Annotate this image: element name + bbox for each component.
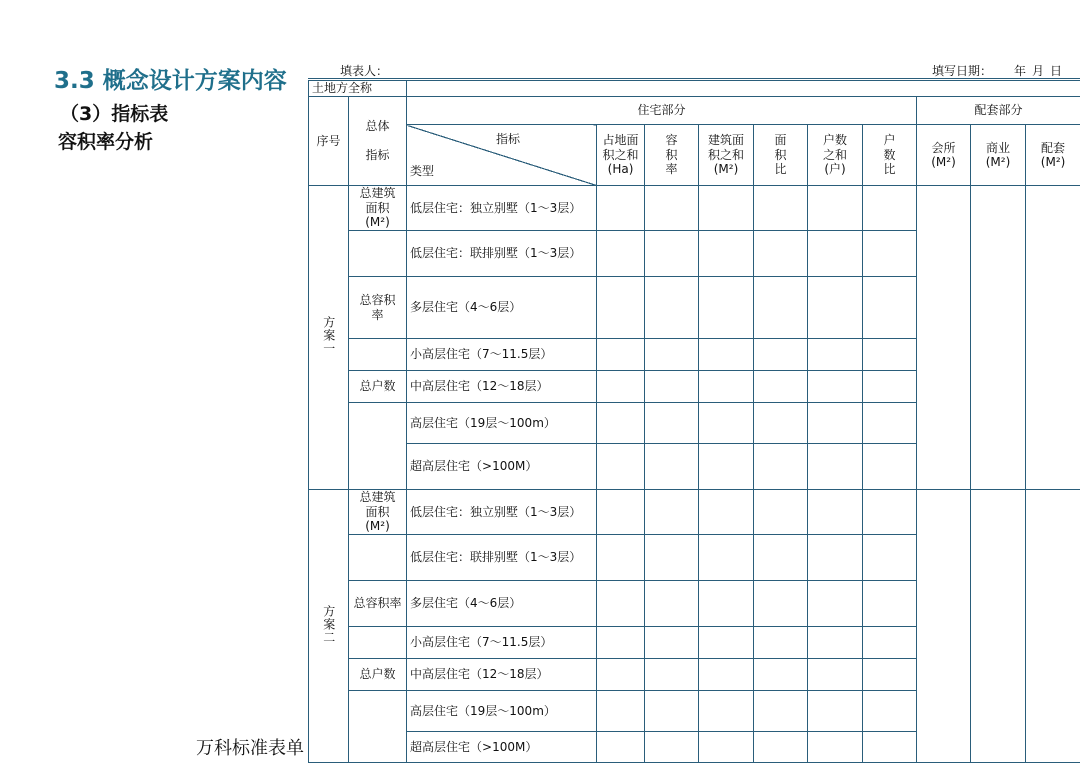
value-cell[interactable] <box>863 627 917 659</box>
value-cell[interactable] <box>699 581 754 627</box>
facility-cell[interactable] <box>917 490 971 763</box>
value-cell[interactable] <box>699 403 754 444</box>
value-cell[interactable] <box>754 403 808 444</box>
facility-group-header: 配套部分 <box>917 97 1080 125</box>
value-cell[interactable] <box>808 231 863 277</box>
type-label: 低层住宅：独立别墅（1～3层） <box>407 186 597 231</box>
value-cell[interactable] <box>597 231 645 277</box>
value-cell[interactable] <box>645 231 699 277</box>
value-cell[interactable] <box>863 732 917 763</box>
value-cell[interactable] <box>699 339 754 371</box>
value-cell[interactable] <box>808 339 863 371</box>
value-cell[interactable] <box>863 659 917 691</box>
value-cell[interactable] <box>754 691 808 732</box>
value-cell[interactable] <box>754 490 808 535</box>
scheme-name: 方案一 <box>321 316 336 356</box>
value-cell[interactable] <box>808 732 863 763</box>
value-cell[interactable] <box>645 444 699 490</box>
scheme-name-cell <box>309 490 349 763</box>
indicator-table <box>308 80 1080 763</box>
section-subtitle: （3）指标表 <box>60 103 169 125</box>
value-cell[interactable] <box>808 186 863 231</box>
value-cell[interactable] <box>754 339 808 371</box>
value-cell[interactable] <box>754 627 808 659</box>
value-cell[interactable] <box>699 691 754 732</box>
col-land-area: 占地面积之和(Ha) <box>597 125 645 186</box>
col-club: 会所(M²) <box>917 125 971 186</box>
date-day-label: 日 <box>1050 64 1063 78</box>
value-cell[interactable] <box>863 339 917 371</box>
diagonal-header <box>407 125 597 186</box>
value-cell[interactable] <box>808 581 863 627</box>
metric-empty <box>349 627 407 659</box>
value-cell[interactable] <box>863 403 917 444</box>
value-cell[interactable] <box>808 627 863 659</box>
col-area-ratio: 面积比 <box>754 125 808 186</box>
value-cell[interactable] <box>808 659 863 691</box>
facility-cell[interactable] <box>917 186 971 490</box>
table-row <box>309 490 1080 535</box>
value-cell[interactable] <box>597 732 645 763</box>
value-cell[interactable] <box>863 371 917 403</box>
land-name-label: 土地方全称 <box>309 81 407 97</box>
date-year-label: 年 <box>1014 64 1027 78</box>
type-label: 中高层住宅（12～18层） <box>407 371 597 403</box>
type-label: 低层住宅：联排别墅（1～3层） <box>407 231 597 277</box>
col-households: 户数之和(户) <box>808 125 863 186</box>
value-cell[interactable] <box>754 581 808 627</box>
value-cell[interactable] <box>645 277 699 339</box>
value-cell[interactable] <box>808 277 863 339</box>
value-cell[interactable] <box>597 581 645 627</box>
value-cell[interactable] <box>699 732 754 763</box>
type-label: 超高层住宅（>100M） <box>407 732 597 763</box>
value-cell[interactable] <box>863 535 917 581</box>
value-cell[interactable] <box>645 581 699 627</box>
metric-empty <box>349 691 407 763</box>
value-cell[interactable] <box>863 581 917 627</box>
value-cell[interactable] <box>597 535 645 581</box>
col-support: 配套(M²) <box>1026 125 1080 186</box>
value-cell[interactable] <box>699 444 754 490</box>
value-cell[interactable] <box>863 231 917 277</box>
value-cell[interactable] <box>645 339 699 371</box>
scheme-name-cell <box>309 186 349 490</box>
metric-empty <box>349 403 407 490</box>
page-title: 3.3 概念设计方案内容 <box>54 68 287 94</box>
value-cell[interactable] <box>699 186 754 231</box>
metric-far: 总容积率 <box>349 277 407 339</box>
diag-top-label: 指标 <box>496 132 521 146</box>
seq-header <box>309 97 349 186</box>
filler-label: 填表人： <box>340 64 389 78</box>
value-cell[interactable] <box>645 659 699 691</box>
type-label: 小高层住宅（7～11.5层） <box>407 627 597 659</box>
value-cell[interactable] <box>645 732 699 763</box>
type-label: 低层住宅：联排别墅（1～3层） <box>407 535 597 581</box>
seq-label: 序号 <box>316 133 341 148</box>
value-cell[interactable] <box>863 691 917 732</box>
scheme-rows <box>309 186 1080 763</box>
value-cell[interactable] <box>597 691 645 732</box>
value-cell[interactable] <box>597 186 645 231</box>
metric-empty <box>349 535 407 581</box>
value-cell[interactable] <box>597 444 645 490</box>
type-label: 超高层住宅（>100M） <box>407 444 597 490</box>
col-far: 容积率 <box>645 125 699 186</box>
value-cell[interactable] <box>597 403 645 444</box>
scheme-name: 方案二 <box>321 604 336 644</box>
form-top-rule <box>308 78 1080 79</box>
date-month-label: 月 <box>1032 64 1045 78</box>
metric-households: 总户数 <box>349 371 407 403</box>
value-cell[interactable] <box>808 444 863 490</box>
value-cell[interactable] <box>808 371 863 403</box>
value-cell[interactable] <box>754 231 808 277</box>
value-cell[interactable] <box>863 277 917 339</box>
fill-date-label: 填写日期： <box>932 64 993 78</box>
value-cell[interactable] <box>597 659 645 691</box>
metric-total-area: 总建筑面积(M²) <box>349 186 407 231</box>
value-cell[interactable] <box>754 535 808 581</box>
value-cell[interactable] <box>645 691 699 732</box>
value-cell[interactable] <box>597 277 645 339</box>
value-cell[interactable] <box>699 535 754 581</box>
diag-bottom-label: 类型 <box>410 163 435 178</box>
value-cell[interactable] <box>645 186 699 231</box>
value-cell[interactable] <box>754 186 808 231</box>
value-cell[interactable] <box>754 371 808 403</box>
value-cell[interactable] <box>808 691 863 732</box>
facility-cell[interactable] <box>971 186 1026 490</box>
value-cell[interactable] <box>645 535 699 581</box>
metric-far: 总容积率 <box>349 581 407 627</box>
overall-top-label: 总体 <box>365 119 390 134</box>
value-cell[interactable] <box>597 339 645 371</box>
value-cell[interactable] <box>754 444 808 490</box>
value-cell[interactable] <box>597 371 645 403</box>
metric-total-area: 总建筑面积(M²) <box>349 490 407 535</box>
table-row <box>309 186 1080 231</box>
type-label: 低层住宅：独立别墅（1～3层） <box>407 490 597 535</box>
value-cell[interactable] <box>863 490 917 535</box>
type-label: 高层住宅（19层～100m） <box>407 691 597 732</box>
land-name-value[interactable] <box>407 81 1080 97</box>
value-cell[interactable] <box>754 277 808 339</box>
type-label: 中高层住宅（12～18层） <box>407 659 597 691</box>
value-cell[interactable] <box>699 231 754 277</box>
col-build-area: 建筑面积之和(M²) <box>699 125 754 186</box>
type-label: 多层住宅（4～6层） <box>407 581 597 627</box>
type-label: 多层住宅（4～6层） <box>407 277 597 339</box>
facility-cell[interactable] <box>1026 186 1080 490</box>
value-cell[interactable] <box>699 659 754 691</box>
col-household-ratio: 户数比 <box>863 125 917 186</box>
metric-households: 总户数 <box>349 659 407 691</box>
value-cell[interactable] <box>645 371 699 403</box>
type-label: 高层住宅（19层～100m） <box>407 403 597 444</box>
value-cell[interactable] <box>597 627 645 659</box>
facility-cell[interactable] <box>1026 490 1080 763</box>
metric-empty <box>349 231 407 277</box>
fill-date <box>932 62 1062 79</box>
footer-caption: 万科标准表单 <box>196 738 304 759</box>
section-heading: 容积率分析 <box>58 131 154 153</box>
residential-group-header: 住宅部分 <box>407 97 917 125</box>
overall-header <box>349 97 407 186</box>
value-cell[interactable] <box>754 732 808 763</box>
overall-bottom-label: 指标 <box>365 148 390 163</box>
col-commercial: 商业(M²) <box>971 125 1026 186</box>
value-cell[interactable] <box>699 277 754 339</box>
value-cell[interactable] <box>808 403 863 444</box>
value-cell[interactable] <box>863 186 917 231</box>
value-cell[interactable] <box>645 627 699 659</box>
value-cell[interactable] <box>754 659 808 691</box>
value-cell[interactable] <box>597 490 645 535</box>
value-cell[interactable] <box>699 371 754 403</box>
facility-cell[interactable] <box>971 490 1026 763</box>
value-cell[interactable] <box>699 627 754 659</box>
value-cell[interactable] <box>808 490 863 535</box>
value-cell[interactable] <box>645 490 699 535</box>
metric-empty <box>349 339 407 371</box>
value-cell[interactable] <box>699 490 754 535</box>
type-label: 小高层住宅（7～11.5层） <box>407 339 597 371</box>
value-cell[interactable] <box>808 535 863 581</box>
value-cell[interactable] <box>645 403 699 444</box>
value-cell[interactable] <box>863 444 917 490</box>
